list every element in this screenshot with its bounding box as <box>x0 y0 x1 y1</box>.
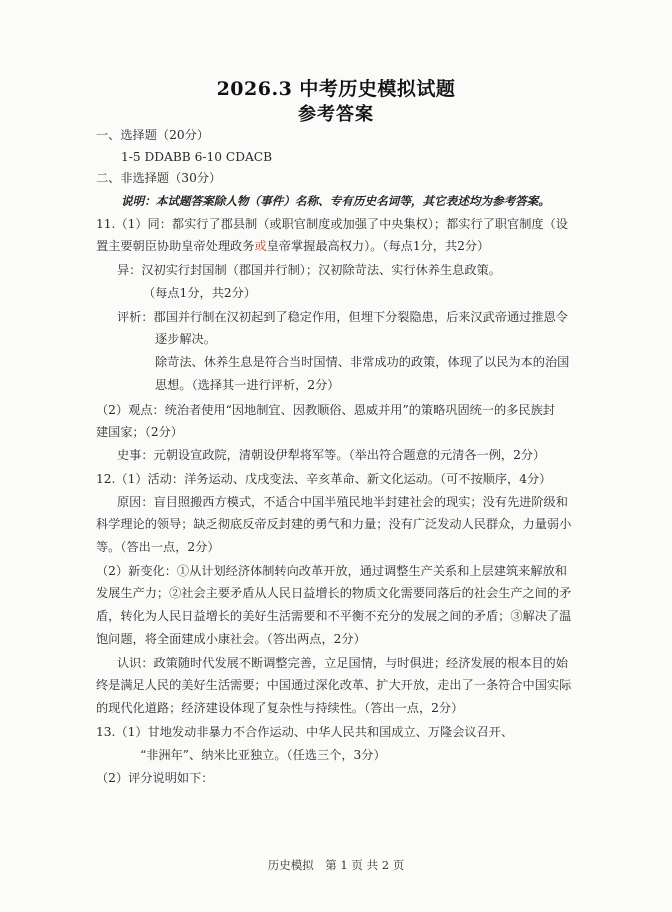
section2-note: 说明：本试题答案除人物（事件）名称、专有历史名词等，其它表述均为参考答案。 <box>121 194 550 208</box>
q12-line-8: 饱问题，将全面建成小康社会。（答出两点，2分） <box>96 632 366 646</box>
q11-line-8: 思想。（选择其一进行评析，2分） <box>155 378 340 392</box>
q12-line-5: （2）新变化：①从计划经济体制转向改革开放，通过调整生产关系和上层建筑来解放和 <box>96 564 567 578</box>
document-subtitle: 参考答案 <box>298 104 374 125</box>
q12-line-9: 认识：政策随时代发展不断调整完善，立足国情，与时俱进；经济发展的根本目的始 <box>117 656 568 670</box>
q12-line-7: 盾，转化为人民日益增长的美好生活需要和不平衡不充分的发展之间的矛盾；③解决了温 <box>96 609 572 623</box>
page-footer: 历史模拟 第 1 页 共 2 页 <box>267 858 405 872</box>
q11-line-6: 逐步解决。 <box>155 332 216 346</box>
q13-line-2: “非洲年”、纳米比亚独立。（任选三个，3分） <box>140 748 386 762</box>
q12-line-6: 发展生产力；②社会主要矛盾从人民日益增长的物质文化需要同落后的社会生产之间的矛 <box>96 586 572 600</box>
document-title: 2026.3 中考历史模拟试题 <box>216 78 456 100</box>
q11-line-3: 异：汉初实行封国制（郡国并行制）；汉初除苛法、实行休养生息政策。 <box>117 263 501 277</box>
q12-line-11: 的现代化道路；经济建设体现了复杂性与持续性。（答出一点，2分） <box>96 701 464 715</box>
q13-line-1: 13.（1）甘地发动非暴力不合作运动、中华人民共和国成立、万隆会议召开、 <box>96 725 514 739</box>
q11-line-2-a: 置主要朝臣协助皇帝处理政务 <box>96 239 255 253</box>
q11-line-4: （每点1分，共2分） <box>143 286 257 300</box>
q11-line-7: 除苛法、休养生息是符合当时国情、非常成功的政策，体现了以民为本的治国 <box>155 355 570 369</box>
q11-line-1: 11.（1）同：都实行了郡县制（或职官制度或加强了中央集权）；都实行了职官制度（设 <box>96 217 568 231</box>
q11-line-2 <box>96 238 489 254</box>
q12-line-10: 终是满足人民的美好生活需要；中国通过深化改革、扩大开放，走出了一条符合中国实际 <box>96 678 572 692</box>
q13-line-3: （2）评分说明如下： <box>96 771 214 785</box>
q11-line-2-b: 皇帝掌握最高权力）。（每点1分，共2分） <box>266 239 490 253</box>
q12-line-4: 等。（答出一点，2分） <box>96 540 220 554</box>
q11-line-5: 评析：郡国并行制在汉初起到了稳定作用，但埋下分裂隐患，后来汉武帝通过推恩令 <box>117 310 568 324</box>
q12-line-2: 原因：盲目照搬西方模式，不适合中国半殖民地半封建社会的现实；没有先进阶级和 <box>117 495 568 509</box>
section1-answers: 1-5 DDABB 6-10 CDACB <box>121 150 273 164</box>
section1-heading: 一、选择题（20分） <box>96 128 210 142</box>
q11-line-11: 史事：元朝设宣政院，清朝设伊犁将军等。（举出符合题意的元清各一例，2分） <box>117 448 546 462</box>
q12-line-1: 12.（1）活动：洋务运动、戊戌变法、辛亥革命、新文化运动。（可不按顺序，4分） <box>96 472 552 486</box>
q11-line-2-red: 或 <box>254 239 267 253</box>
q11-line-9: （2）观点：统治者使用“因地制宜、因教顺俗、恩威并用”的策略巩固统一的多民族封 <box>96 403 555 417</box>
q12-line-3: 科学理论的领导；缺乏彻底反帝反封建的勇气和力量；没有广泛发动人民群众，力量弱小 <box>96 517 572 531</box>
q11-line-10: 建国家；（2分） <box>96 425 183 439</box>
section2-heading: 二、非选择题（30分） <box>96 171 222 185</box>
